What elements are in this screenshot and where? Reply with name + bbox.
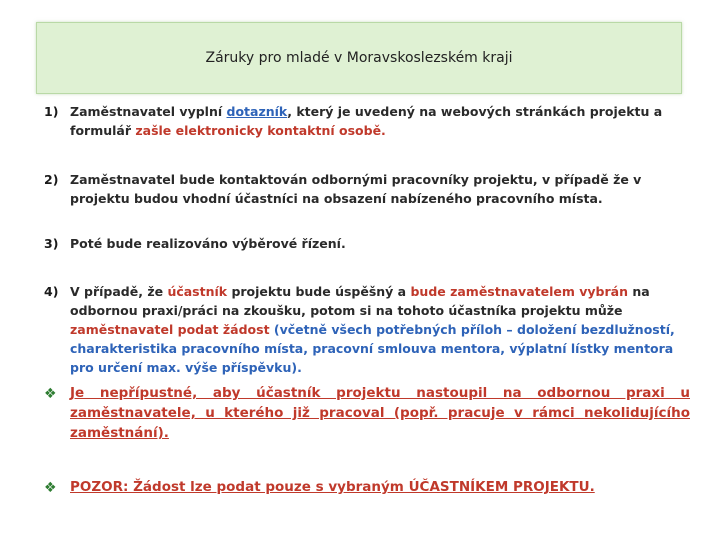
text-part-blue: (včetně všech potřebných příloh – doložení bezdlužností, charakteristika pracovního místa, pracovní smlouva mentora, výplatní lístky mentora pro určení max. výše příspěvku). [70, 322, 675, 375]
title-box [36, 22, 682, 94]
item-number: 3) [44, 236, 59, 251]
item-text [70, 102, 684, 140]
diamond-bullet-icon: ❖ [44, 480, 57, 496]
text-part: projektu bude úspěšný a [227, 284, 411, 299]
list-item-3 [44, 234, 684, 253]
questionnaire-link[interactable]: dotazník [226, 104, 288, 119]
bullet-note-2 [44, 477, 690, 497]
list-item-1 [44, 102, 684, 140]
text-highlight: zašle elektronicky kontaktní osobě. [135, 123, 386, 138]
text-part: V případě, že [70, 284, 168, 299]
item-text [70, 282, 684, 377]
item-text: Zaměstnavatel bude kontaktován odbornými pracovníky projektu, v případě že v projektu budou vhodní účastníci na obsazení nabízeného pracovního místa. [70, 172, 642, 206]
text-highlight: účastník [167, 284, 228, 299]
text-highlight: zaměstnavatel podat žádost [70, 322, 270, 337]
list-item-2 [44, 170, 684, 208]
text-part: Zaměstnavatel vyplní [70, 104, 227, 119]
item-number: 4) [44, 284, 59, 299]
bullet-note-1 [44, 383, 690, 443]
item-text: Poté bude realizováno výběrové řízení. [70, 236, 346, 251]
bullet-text: POZOR: Žádost lze podat pouze s vybraným ÚČASTNÍKEM PROJEKTU. [70, 479, 595, 495]
bullet-text: Je nepřípustné, aby účastník projektu nastoupil na odbornou praxi u zaměstnavatele, u kterého již pracoval (popř. pracuje v rámci nekolidujícího zaměstnání). [70, 385, 690, 441]
list-item-4 [44, 282, 684, 377]
text-highlight: bude zaměstnavatelem vybrán [410, 284, 628, 299]
diamond-bullet-icon: ❖ [44, 386, 57, 402]
text-part: na odbornou praxi/práci na zkoušku, potom si na tohoto účastníka projektu může [70, 284, 650, 318]
item-number: 1) [44, 104, 59, 119]
page-title: Záruky pro mladé v Moravskoslezském kraji [205, 50, 513, 66]
text-part: , který je uvedený na webových stránkách projektu a formulář [70, 104, 663, 138]
item-number: 2) [44, 172, 59, 187]
